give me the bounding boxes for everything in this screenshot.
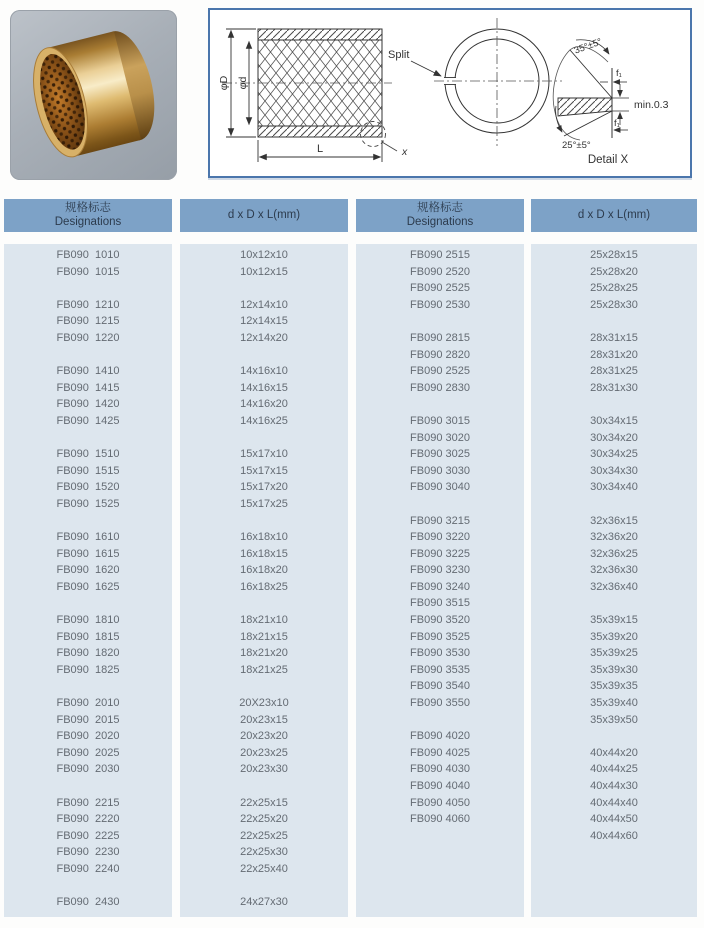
size-cell: 30x34x40	[590, 481, 638, 494]
size-cell: 30x34x30	[590, 464, 638, 477]
header-size-left	[180, 199, 348, 232]
size-cell: 30x34x15	[590, 414, 638, 427]
column-sizes-left	[180, 244, 348, 917]
header-designations-left	[4, 199, 172, 232]
chamfer-35-line	[570, 50, 612, 98]
designation-cell: FB090 1215	[56, 315, 120, 328]
designation-cell: FB090 1420	[56, 398, 120, 411]
size-cell: 18x21x20	[240, 647, 288, 660]
designation-cell: FB090 1410	[56, 365, 120, 378]
designation-cell: FB090 2225	[56, 829, 120, 842]
size-cell: 40x44x20	[590, 746, 638, 759]
size-cell: 12x14x20	[240, 331, 288, 344]
size-cell: 35x39x35	[590, 680, 638, 693]
size-cell: 28x31x15	[590, 331, 638, 344]
size-cell: 16x18x20	[240, 564, 288, 577]
size-cell: 30x34x20	[590, 431, 638, 444]
size-cell: 25x28x15	[590, 249, 638, 261]
column-designations-left	[4, 244, 172, 917]
designation-cell: FB090 3230	[410, 564, 470, 577]
designation-cell: FB090 2220	[56, 813, 120, 826]
size-cell: 35x39x50	[590, 713, 638, 726]
designation-cell	[356, 712, 524, 729]
size-cell	[180, 430, 348, 447]
designation-cell: FB090 2030	[56, 763, 120, 776]
size-cell: 40x44x40	[590, 796, 638, 809]
size-cell: 18x21x15	[240, 630, 288, 643]
size-cell: 22x25x20	[240, 813, 288, 826]
designation-cell: FB090 3515	[410, 597, 470, 610]
size-cell: 20x23x25	[240, 746, 288, 759]
size-cell: 12x14x15	[240, 315, 288, 328]
designation-cell: FB090 2520	[410, 265, 470, 278]
label-detail-mark: x	[402, 146, 408, 158]
size-cell: 22x25x25	[240, 829, 288, 842]
designation-cell: FB090 1820	[56, 647, 120, 660]
label-split: Split	[388, 49, 410, 61]
size-cell	[180, 678, 348, 695]
header-designations-right	[356, 199, 524, 232]
designation-cell	[356, 496, 524, 513]
designation-cell: FB090 1510	[56, 448, 120, 461]
size-cell: 16x18x15	[240, 547, 288, 560]
designation-cell: FB090 3215	[410, 514, 470, 527]
size-cell: 20X23x10	[239, 697, 289, 710]
designation-cell: FB090 4050	[410, 796, 470, 809]
label-detail-caption: Detail X	[587, 154, 629, 166]
designation-cell: FB090 3015	[410, 414, 470, 427]
size-cell: 28x31x30	[590, 381, 638, 394]
header-en: Designations	[406, 215, 474, 228]
size-cell: 32x36x15	[590, 514, 638, 527]
designation-cell: FB090 3040	[410, 481, 470, 494]
designation-cell	[4, 595, 172, 612]
size-cell: 25x28x30	[590, 298, 638, 311]
technical-drawing	[210, 10, 690, 176]
size-cell: 40x44x25	[590, 763, 638, 776]
size-cell: 12x14x10	[240, 298, 288, 311]
designation-cell	[4, 878, 172, 895]
designation-cell: FB090 3540	[410, 680, 470, 693]
designation-cell	[4, 430, 172, 447]
designation-cell: FB090 3220	[410, 531, 470, 544]
label-f-bottom: f₁	[614, 118, 620, 129]
size-cell: 35x39x25	[590, 647, 638, 660]
designation-cell: FB090 3525	[410, 630, 470, 643]
size-cell	[180, 595, 348, 612]
column-sizes-right	[531, 244, 697, 917]
designation-cell: FB090 2515	[410, 249, 470, 261]
designation-cell: FB090 1015	[56, 265, 120, 278]
designation-cell: FB090 2010	[56, 697, 120, 710]
designation-cell: FB090 1825	[56, 663, 120, 676]
label-min: min.0.3	[634, 99, 669, 111]
size-cell	[180, 280, 348, 297]
column-designations-right	[356, 244, 524, 917]
size-cell	[531, 396, 697, 413]
designation-cell: FB090 2530	[410, 298, 470, 311]
size-cell	[531, 595, 697, 612]
label-angle-top: 35°±5°	[572, 36, 604, 57]
designation-cell	[4, 678, 172, 695]
size-cell: 14x16x10	[240, 365, 288, 378]
split-arrow	[411, 61, 441, 76]
size-cell: 35x39x15	[590, 614, 638, 627]
designation-cell: FB090 1520	[56, 481, 120, 494]
size-cell: 32x36x25	[590, 547, 638, 560]
size-cell: 25x28x25	[590, 282, 638, 295]
size-cell: 14x16x20	[240, 398, 288, 411]
designation-cell: FB090 2430	[56, 896, 120, 909]
size-cell: 10x12x15	[240, 265, 288, 278]
break-line	[553, 47, 608, 140]
designation-cell	[356, 313, 524, 330]
size-cell: 16x18x25	[240, 580, 288, 593]
size-cell: 15x17x20	[240, 481, 288, 494]
label-angle-bottom: 25°±5°	[562, 140, 591, 151]
size-cell: 20x23x30	[240, 763, 288, 776]
designation-cell: FB090 3535	[410, 663, 470, 676]
designation-cell: FB090 4030	[410, 763, 470, 776]
designation-cell: FB090 1210	[56, 298, 120, 311]
size-cell: 16x18x10	[240, 531, 288, 544]
designation-cell: FB090 3225	[410, 547, 470, 560]
designation-cell: FB090 4040	[410, 780, 470, 792]
header-size-right	[531, 199, 697, 232]
size-cell: 32x36x20	[590, 531, 638, 544]
size-cell: 18x21x25	[240, 663, 288, 676]
size-cell: 35x39x30	[590, 663, 638, 676]
size-cell: 28x31x25	[590, 365, 638, 378]
designation-cell: FB090 2020	[56, 730, 120, 743]
designation-cell: FB090 1525	[56, 497, 120, 510]
designation-cell: FB090 3520	[410, 614, 470, 627]
designation-cell: FB090 1610	[56, 531, 120, 544]
size-cell	[180, 878, 348, 895]
size-cell	[180, 778, 348, 795]
size-cell: 28x31x20	[590, 348, 638, 361]
size-cell: 22x25x15	[240, 796, 288, 809]
size-cell	[180, 347, 348, 364]
label-f-top: f₁	[616, 68, 622, 79]
size-cell: 10x12x10	[240, 249, 288, 261]
designation-cell: FB090 3030	[410, 464, 470, 477]
size-cell: 18x21x10	[240, 614, 288, 627]
wall-section	[558, 98, 612, 116]
bushing-photo-illustration	[10, 10, 177, 180]
designation-cell: FB090 1815	[56, 630, 120, 643]
label-phid: φd	[237, 76, 249, 90]
product-photo	[10, 10, 177, 180]
designation-cell: FB090 2015	[56, 713, 120, 726]
designation-cell: FB090 4025	[410, 746, 470, 759]
designation-cell: FB090 1625	[56, 580, 120, 593]
size-cell: 14x16x15	[240, 381, 288, 394]
designation-cell: FB090 1220	[56, 331, 120, 344]
designation-cell: FB090 2025	[56, 746, 120, 759]
size-cell: 40x44x50	[590, 813, 638, 826]
designation-cell: FB090 1515	[56, 464, 120, 477]
ring-view	[434, 18, 562, 146]
designation-cell: FB090 3550	[410, 697, 470, 710]
designation-cell: FB090 1415	[56, 381, 120, 394]
size-cell: 15x17x15	[240, 464, 288, 477]
designation-cell: FB090 3025	[410, 448, 470, 461]
size-cell: 32x36x30	[590, 564, 638, 577]
size-cell: 20x23x20	[240, 730, 288, 743]
designation-cell	[4, 280, 172, 297]
designation-cell	[4, 778, 172, 795]
designation-cell: FB090 2815	[410, 331, 470, 344]
size-cell: 40x44x60	[590, 829, 638, 842]
size-cell: 35x39x20	[590, 630, 638, 643]
label-L: L	[316, 143, 324, 155]
size-cell	[531, 728, 697, 745]
size-cell: 22x25x40	[240, 862, 288, 875]
designation-cell: FB090 2215	[56, 796, 120, 809]
designation-cell: FB090 3240	[410, 580, 470, 593]
detail-leader	[382, 142, 397, 151]
size-cell	[531, 313, 697, 330]
header-en: Designations	[54, 215, 122, 228]
designation-cell	[4, 513, 172, 530]
designation-cell: FB090 3020	[410, 431, 470, 444]
designation-cell: FB090 2240	[56, 862, 120, 875]
header-label: d x D x L(mm)	[577, 208, 651, 221]
designation-cell: FB090 1010	[56, 249, 120, 261]
designation-cell	[356, 396, 524, 413]
designation-cell: FB090 4020	[410, 730, 470, 743]
header-label: d x D x L(mm)	[227, 208, 301, 221]
designation-cell: FB090 2230	[56, 846, 120, 859]
header-cn: 规格标志	[417, 202, 463, 214]
designation-cell	[4, 347, 172, 364]
designation-cell: FB090 1620	[56, 564, 120, 577]
size-cell	[180, 513, 348, 530]
size-cell	[531, 496, 697, 513]
size-cell: 15x17x25	[240, 497, 288, 510]
designation-cell: FB090 2525	[410, 365, 470, 378]
designation-cell: FB090 3530	[410, 647, 470, 660]
size-cell: 40x44x30	[590, 780, 638, 792]
size-cell: 22x25x30	[240, 846, 288, 859]
size-cell: 24x27x30	[240, 896, 288, 909]
size-cell: 20x23x15	[240, 713, 288, 726]
designation-cell: FB090 1810	[56, 614, 120, 627]
header-cn: 规格标志	[65, 202, 111, 214]
size-cell: 35x39x40	[590, 697, 638, 710]
size-cell: 15x17x10	[240, 448, 288, 461]
designation-cell	[356, 828, 524, 845]
size-cell: 32x36x40	[590, 580, 638, 593]
size-cell: 25x28x20	[590, 265, 638, 278]
designation-cell: FB090 1615	[56, 547, 120, 560]
designation-cell: FB090 2830	[410, 381, 470, 394]
designation-cell: FB090 1425	[56, 414, 120, 427]
designation-cell: FB090 2820	[410, 348, 470, 361]
size-cell: 14x16x25	[240, 414, 288, 427]
technical-drawing-panel	[208, 8, 692, 178]
designation-cell: FB090 4060	[410, 813, 470, 826]
designation-cell: FB090 2525	[410, 282, 470, 295]
size-cell: 30x34x25	[590, 448, 638, 461]
label-phiD: φD	[218, 75, 230, 91]
